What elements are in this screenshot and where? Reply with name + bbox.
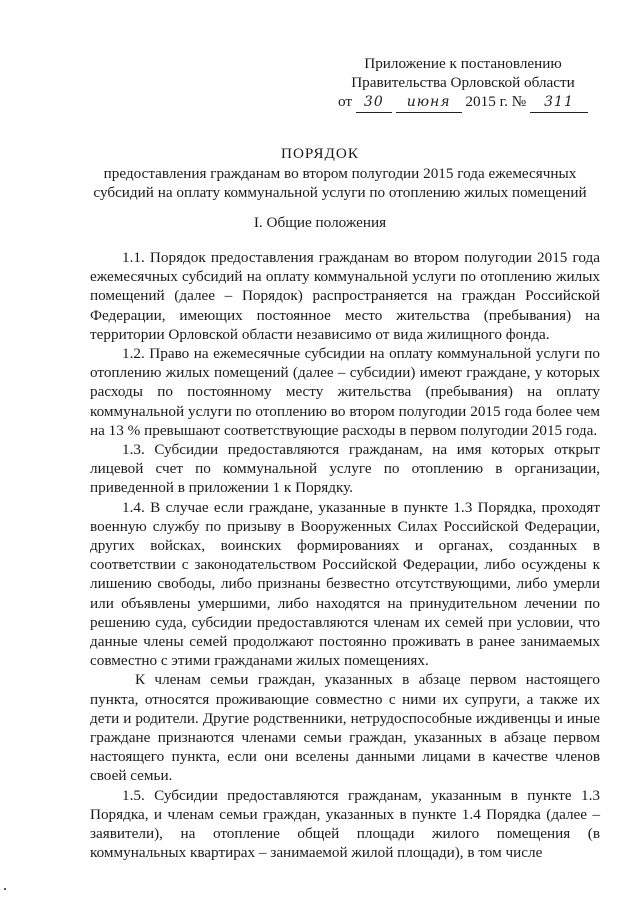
- appendix-line-1: Приложение к постановлению: [364, 55, 562, 72]
- document-number-field: [530, 92, 588, 113]
- scan-speck: [4, 888, 6, 890]
- paragraph-1-3: 1.3. Субсидии предоставляются гражданам, на имя которых открыт лицевой счет по коммунальной услуге по отоплению в организации, приведенной в приложении 1 к Порядку.: [90, 441, 600, 497]
- handwritten-month: июня: [406, 94, 451, 110]
- appendix-date-line: [318, 92, 608, 113]
- subtitle-line-2: субсидий на оплату коммунальной услуги по отоплению жилых помещений: [93, 184, 587, 201]
- subtitle-line-1: предоставления гражданам во втором полугодии 2015 года ежемесячных: [103, 165, 577, 182]
- date-year: 2015 г. №: [465, 93, 527, 110]
- paragraph-family-members: К членам семьи граждан, указанных в абзаце первом настоящего пункта, относятся проживающие совместно с ними их супруги, а также их дети и родители. Другие родственники, нетрудоспособные иждивенцы и иные граждане признаются членами семьи граждан, указанных в абзаце первом настоящего пункта, если они вселены данными лицами в качестве членов своей семьи.: [90, 671, 600, 785]
- paragraph-1-4: 1.4. В случае если граждане, указанные в пункте 1.3 Порядка, проходят военную службу по призыву в Вооруженных Силах Российской Федерации, других войсках, воинских формированиях и органах, созданных в соответствии с законодательством Российской Федерации, либо осуждены к лишению свободы, либо признаны безвестно отсутствующими, либо умерли или объявлены умершими, либо находятся на принудительном лечении по решению суда, субсидии предоставляются членам их семей при условии, что данные члены семей продолжают постоянно проживать в ранее занимаемых совместно с этими гражданами жилых помещениях.: [90, 498, 600, 670]
- section-heading: I. Общие положения: [253, 214, 387, 231]
- appendix-note: [318, 54, 608, 113]
- document-title: ПОРЯДОК: [280, 145, 359, 162]
- appendix-line-2: Правительства Орловской области: [351, 74, 575, 91]
- date-prefix: от: [338, 93, 353, 110]
- date-month-field: [396, 92, 462, 113]
- date-day-field: [356, 92, 392, 113]
- paragraph-1-5: 1.5. Субсидии предоставляются гражданам, указанным в пункте 1.3 Порядка, и членам семьи граждан, указанных в пункте 1.4 Порядка (далее – заявители), на отопление общей площади жилого помещения (в коммунальных квартирах – занимаемой жилой площади), в том числе: [90, 786, 600, 862]
- handwritten-number: 311: [544, 94, 574, 110]
- document-body: [90, 248, 600, 863]
- document-subtitle: [60, 164, 620, 202]
- paragraph-1-1: 1.1. Порядок предоставления гражданам во втором полугодии 2015 года ежемесячных субсидий на оплату коммунальной услуги по отоплению жилых помещений (далее – Порядок) распространяется на граждан Российской Федерации, имеющих постоянное место жительства (пребывания) на территории Орловской области независимо от вида жилищного фонда.: [90, 249, 600, 343]
- paragraph-1-2: 1.2. Право на ежемесячные субсидии на оплату коммунальной услуги по отоплению жилых помещений (далее – субсидии) имеют граждане, у которых расходы по постоянному месту жительства (пребывания) на оплату коммунальной услуги по отоплению во втором полугодии 2015 года более чем на 13 % превышают соответствующие расходы в первом полугодии 2015 года.: [90, 345, 600, 439]
- handwritten-day: 30: [363, 94, 384, 110]
